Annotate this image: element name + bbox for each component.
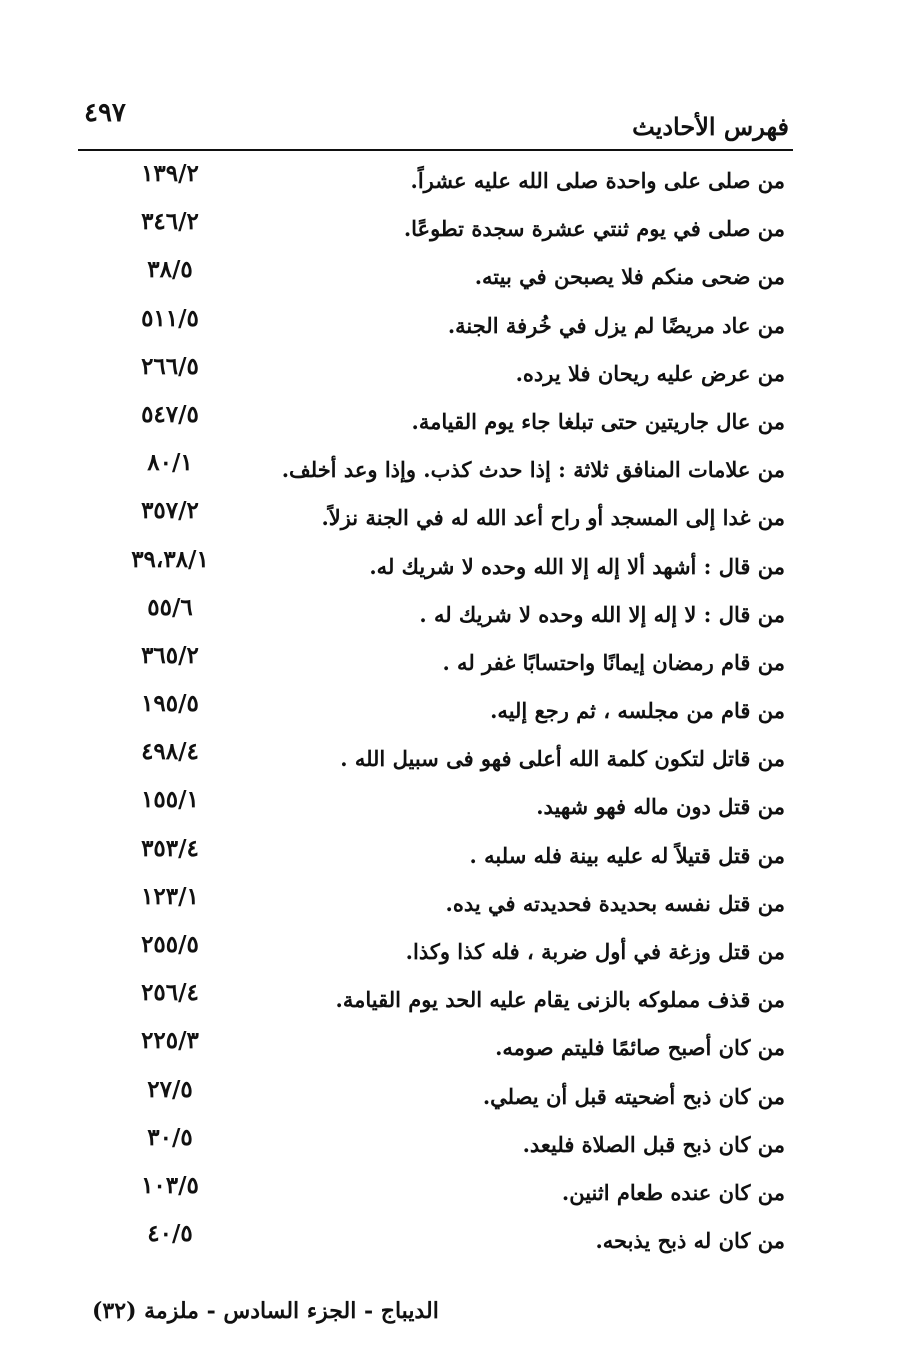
hadith-text: من قتل قتيلاً له عليه بينة فله سلبه . <box>469 842 785 868</box>
list-item <box>0 784 899 832</box>
hadith-text: من عاد مريضًا لم يزل في خُرفة الجنة. <box>447 312 785 338</box>
hadith-text: من قتل نفسه بحديدة فحديدته في يده. <box>445 890 785 916</box>
hadith-text: من قام رمضان إيمانًا واحتسابًا غفر له . <box>442 649 785 675</box>
volume-page-ref: ٢٢٥/٣ <box>141 1027 199 1055</box>
volume-page-ref: ٣٠/٥ <box>147 1123 193 1151</box>
hadith-text: من كان ذبح أضحيته قبل أن يصلي. <box>482 1083 785 1109</box>
list-item <box>0 688 899 736</box>
hadith-text: من قال : أشهد ألا إله إلا الله وحده لا شريك له. <box>369 553 785 579</box>
hadith-text: من كان أصبح صائمًا فليتم صومه. <box>495 1035 785 1061</box>
hadith-text: من علامات المنافق ثلاثة : إذا حدث كذب. وإذا وعد أخلف. <box>281 457 785 483</box>
page-footer: الديباج - الجزء السادس - ملزمة (٣٢) <box>92 1298 439 1324</box>
hadith-text: من عرض عليه ريحان فلا يرده. <box>515 360 785 386</box>
volume-page-ref: ٥١١/٥ <box>141 304 199 332</box>
volume-page-ref: ٣٨/٥ <box>147 256 193 284</box>
volume-page-ref: ٣٥٧/٢ <box>141 497 199 525</box>
volume-page-ref: ٣٦٥/٢ <box>141 641 199 669</box>
volume-page-ref: ٣٤٦/٢ <box>141 208 199 236</box>
header-divider <box>78 149 793 151</box>
volume-page-ref: ١٢٣/١ <box>141 882 199 910</box>
list-item <box>0 495 899 543</box>
hadith-text: من غدا إلى المسجد أو راح أعد الله له في الجنة نزلاً. <box>321 505 785 531</box>
volume-page-ref: ٨٠/١ <box>147 449 193 477</box>
hadith-text: من صلى في يوم ثنتي عشرة سجدة تطوعًا. <box>403 216 785 242</box>
list-item <box>0 544 899 592</box>
page-number: ٤٩٧ <box>84 98 126 128</box>
hadith-text: من قام من مجلسه ، ثم رجع إليه. <box>490 698 785 724</box>
list-item <box>0 1074 899 1122</box>
list-item <box>0 254 899 302</box>
list-item <box>0 736 899 784</box>
list-item <box>0 303 899 351</box>
volume-page-ref: ١٥٥/١ <box>141 786 199 814</box>
volume-page-ref: ٢٧/٥ <box>147 1075 193 1103</box>
volume-page-ref: ٥٤٧/٥ <box>141 400 199 428</box>
volume-page-ref: ١٠٣/٥ <box>141 1171 199 1199</box>
list-item <box>0 977 899 1025</box>
list-item <box>0 1122 899 1170</box>
list-item <box>0 351 899 399</box>
hadith-text: من كان عنده طعام اثنين. <box>561 1179 785 1205</box>
list-item <box>0 881 899 929</box>
hadith-text: من قال : لا إله إلا الله وحده لا شريك له . <box>419 601 785 627</box>
volume-page-ref: ٤٩٨/٤ <box>141 738 199 766</box>
volume-page-ref: ٢٦٦/٥ <box>141 352 199 380</box>
list-item <box>0 833 899 881</box>
list-item <box>0 592 899 640</box>
hadith-text: من قذف مملوكه بالزنى يقام عليه الحد يوم القيامة. <box>335 987 785 1013</box>
hadith-index-list <box>0 158 899 1266</box>
list-item <box>0 447 899 495</box>
hadith-text: من قتل وزغة في أول ضربة ، فله كذا وكذا. <box>405 939 785 964</box>
hadith-text: من صلى على واحدة صلى الله عليه عشراً. <box>410 168 785 193</box>
running-header-title: فهرس الأحاديث <box>632 112 789 141</box>
volume-page-ref: ٢٥٥/٥ <box>141 931 199 958</box>
list-item <box>0 1170 899 1218</box>
hadith-text: من قاتل لتكون كلمة الله أعلى فهو فى سبيل الله . <box>340 746 785 772</box>
volume-page-ref: ٢٥٦/٤ <box>141 979 199 1007</box>
list-item <box>0 1218 899 1266</box>
list-item <box>0 929 899 977</box>
volume-page-ref: ٥٥/٦ <box>147 593 193 621</box>
list-item <box>0 158 899 206</box>
hadith-text: من كان ذبح قبل الصلاة فليعد. <box>522 1131 785 1157</box>
volume-page-ref: ١٣٩/٢ <box>141 160 199 187</box>
hadith-text: من عال جاريتين حتى تبلغا جاء يوم القيامة. <box>411 408 785 434</box>
hadith-text: من ضحى منكم فلا يصبحن في بيته. <box>474 264 785 290</box>
volume-page-ref: ٣٩،٣٨/١ <box>131 545 209 573</box>
hadith-text: من قتل دون ماله فهو شهيد. <box>536 794 785 820</box>
hadith-text: من كان له ذبح يذبحه. <box>595 1228 785 1254</box>
list-item <box>0 399 899 447</box>
volume-page-ref: ١٩٥/٥ <box>141 690 199 718</box>
volume-page-ref: ٤٠/٥ <box>147 1220 193 1248</box>
volume-page-ref: ٣٥٣/٤ <box>141 834 199 862</box>
list-item <box>0 206 899 254</box>
list-item <box>0 1025 899 1073</box>
list-item <box>0 640 899 688</box>
